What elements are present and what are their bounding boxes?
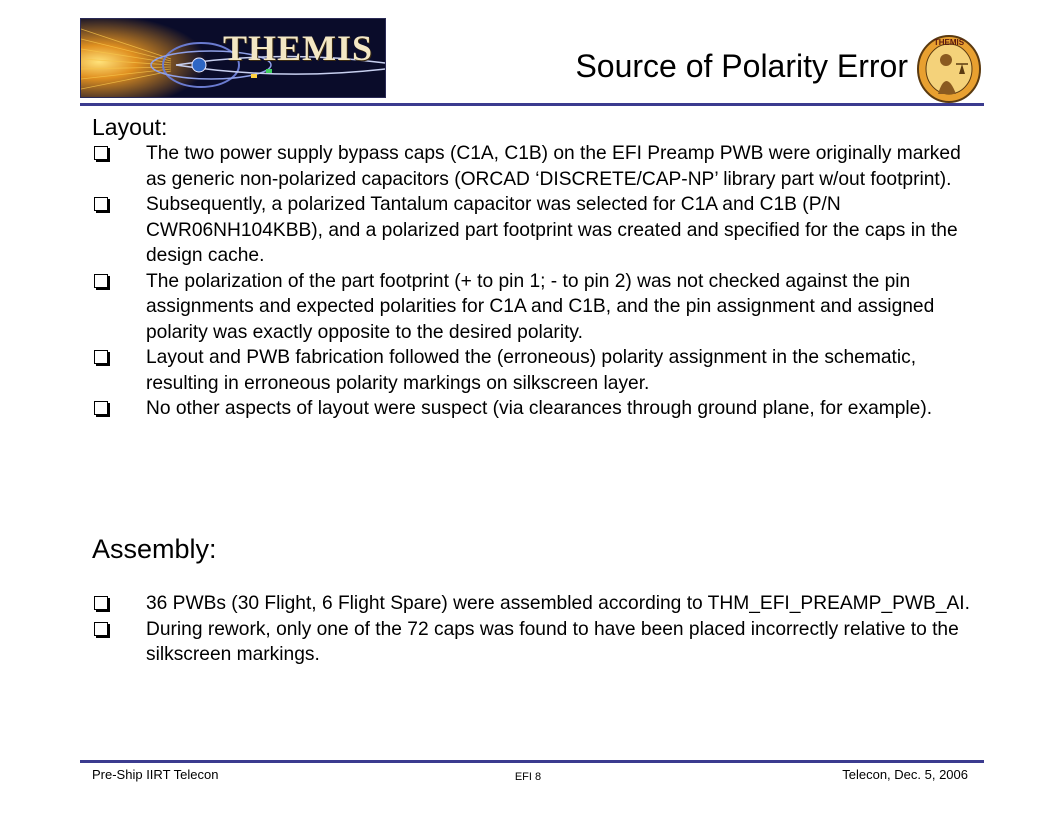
footer-divider	[80, 760, 984, 763]
themis-banner-logo	[80, 18, 386, 98]
checkbox-bullet-icon	[94, 146, 108, 160]
list-item-text: 36 PWBs (30 Flight, 6 Flight Spare) were assembled according to THM_EFI_PREAMP_PWB_AI.	[146, 593, 970, 614]
checkbox-bullet-icon	[94, 274, 108, 288]
footer-left-text: Pre-Ship IIRT Telecon	[92, 767, 219, 782]
footer-date: Telecon, Dec. 5, 2006	[842, 767, 968, 782]
layout-bullet-list	[92, 141, 972, 422]
checkbox-bullet-icon	[94, 401, 108, 415]
list-item	[92, 269, 972, 346]
checkbox-bullet-icon	[94, 596, 108, 610]
layout-heading: Layout:	[92, 114, 168, 140]
list-item	[92, 192, 972, 269]
list-item-text: Subsequently, a polarized Tantalum capacitor was selected for C1A and C1B (P/N CWR06NH104KBB), and a polarized part footprint was created and specified for the caps in the design cache.	[146, 194, 958, 266]
seal-text: THEMIS	[933, 38, 965, 47]
list-item-text: No other aspects of layout were suspect (via clearances through ground plane, for example).	[146, 398, 933, 419]
themis-logo-text: THEMIS	[223, 28, 374, 68]
list-item-text: The two power supply bypass caps (C1A, C1B) on the EFI Preamp PWB were originally marked as generic non-polarized capacitors (ORCAD ‘DISCRETE/CAP-NP’ library part w/out footprint).	[146, 143, 961, 190]
slide-title: Source of Polarity Error	[575, 48, 908, 84]
list-item-text: The polarization of the part footprint (+ to pin 1; - to pin 2) was not checked against the pin assignments and expected polarities for C1A and C1B, and the pin assignment and assigned polarity was exactly opposite to the desired polarity.	[146, 270, 935, 343]
list-item	[92, 396, 972, 422]
checkbox-bullet-icon	[94, 350, 108, 364]
assembly-heading: Assembly:	[92, 534, 217, 564]
assembly-bullet-list	[92, 591, 972, 668]
checkbox-bullet-icon	[94, 622, 108, 636]
header-divider	[80, 103, 984, 106]
page-number: EFI 8	[514, 771, 542, 783]
list-item	[92, 345, 972, 396]
themis-seal-logo	[916, 34, 982, 104]
list-item	[92, 591, 972, 617]
list-item-text: Layout and PWB fabrication followed the (erroneous) polarity assignment in the schematic, resulting in erroneous polarity markings on silkscreen layer.	[146, 347, 917, 394]
checkbox-bullet-icon	[94, 197, 108, 211]
list-item	[92, 617, 972, 668]
list-item-text: During rework, only one of the 72 caps was found to have been placed incorrectly relative to the silkscreen markings.	[146, 618, 959, 665]
list-item	[92, 141, 972, 192]
